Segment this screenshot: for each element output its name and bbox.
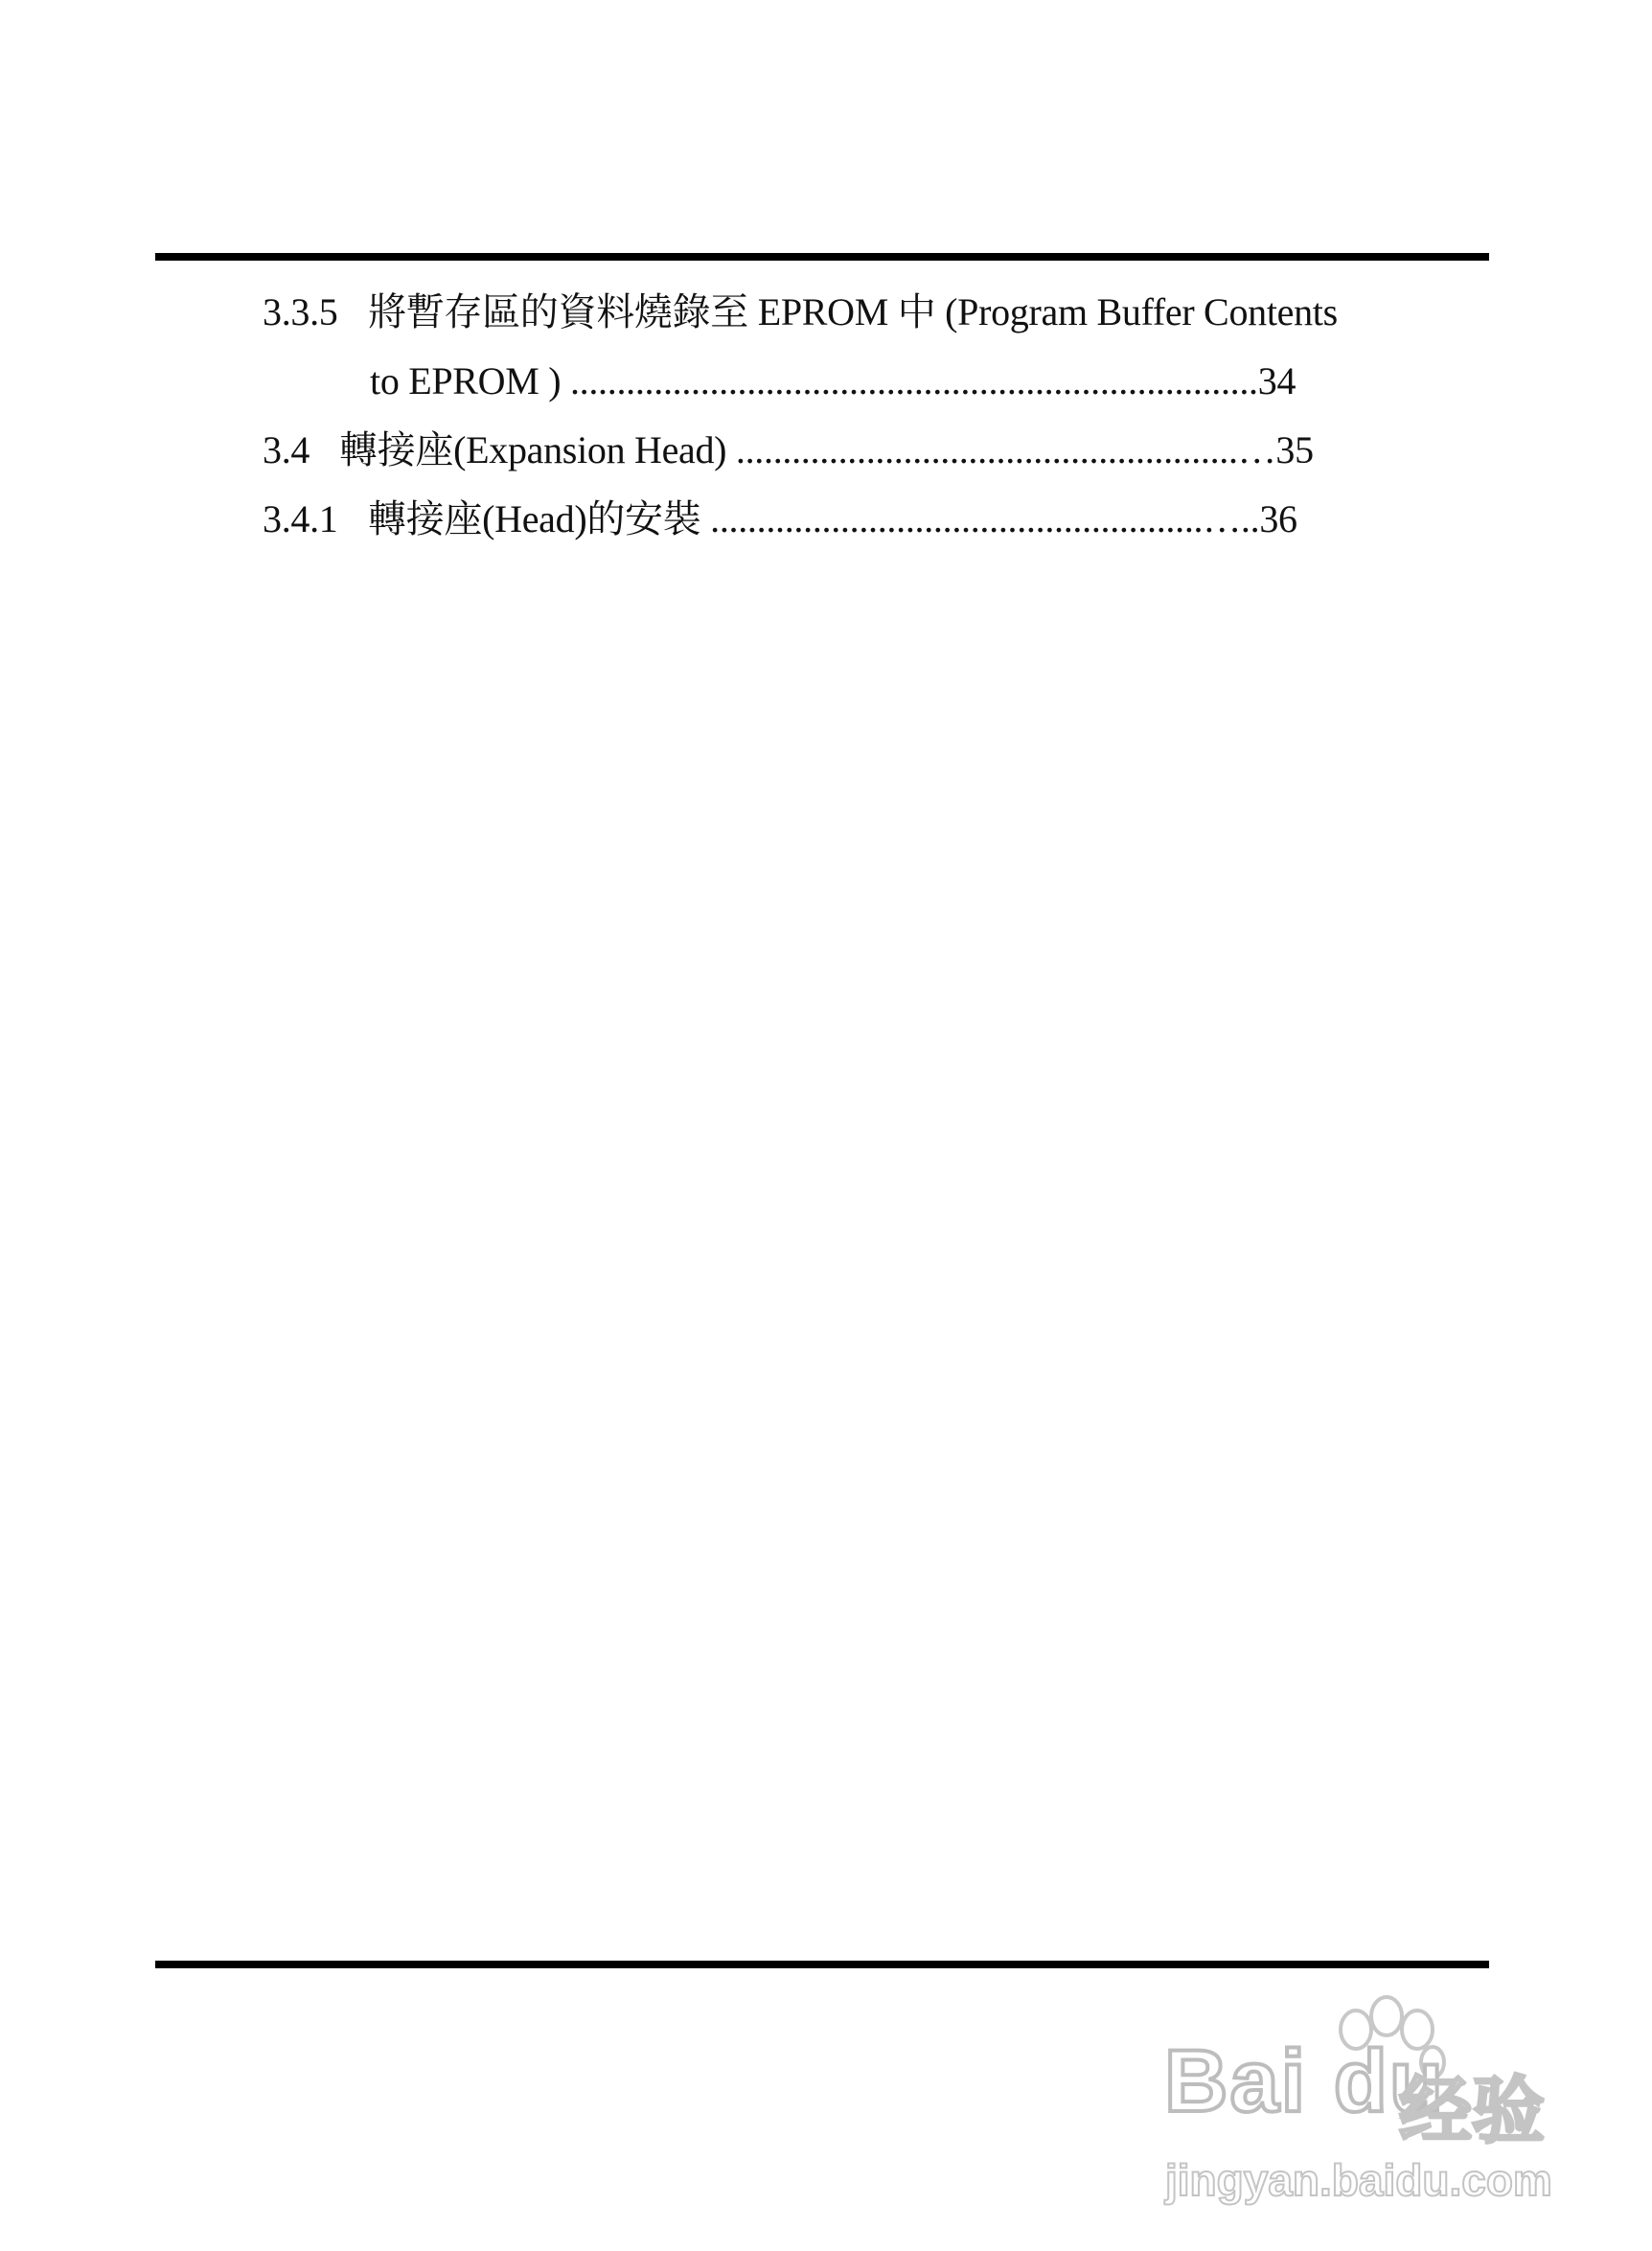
bottom-rule	[155, 1961, 1489, 1968]
toc-entry-3-3-5[interactable]	[263, 289, 1338, 335]
watermark-chinese: 经验	[1399, 2068, 1545, 2153]
table-of-contents	[0, 0, 1652, 671]
toc-entry-number: 3.4.1	[263, 497, 338, 540]
toc-entry-3-3-5-continuation[interactable]	[370, 358, 1296, 404]
toc-entry-3-4[interactable]	[263, 427, 1314, 473]
toc-entry-3-4-1[interactable]	[263, 496, 1297, 542]
watermark-brand: Bai du	[1164, 2033, 1446, 2130]
toc-entry-title: 轉接座(Expansion Head) ......................................................…35	[339, 428, 1314, 471]
toc-entry-title: 轉接座(Head)的安裝 .....................................................…..36	[368, 497, 1297, 540]
toc-entry-number: 3.4	[263, 428, 310, 471]
toc-entry-title: 將暫存區的資料燒錄至 EPROM 中 (Program Buffer Contents	[368, 290, 1338, 333]
toc-entry-number: 3.3.5	[263, 290, 338, 333]
watermark-url: jingyan.baidu.com	[1165, 2155, 1552, 2205]
baidu-jingyan-watermark	[1150, 1993, 1562, 2223]
toc-entry-continuation: to EPROM ) ..........................................................................34	[370, 359, 1296, 402]
